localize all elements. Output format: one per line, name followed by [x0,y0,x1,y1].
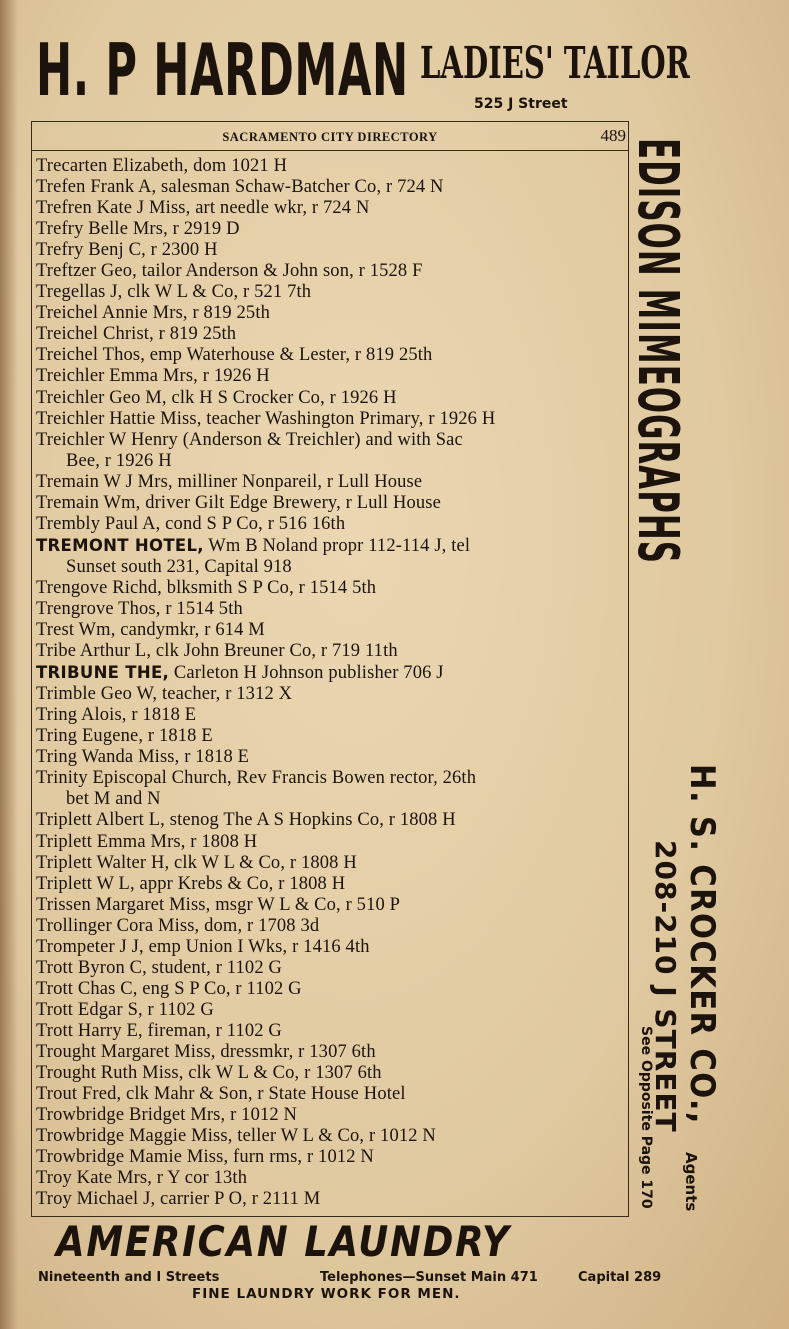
directory-entry [36,1126,626,1147]
entry-text: Trimble Geo W, teacher, r 1312 X [36,684,293,705]
directory-entry [36,261,626,282]
entry-text: Tring Wanda Miss, r 1818 E [36,747,250,768]
advertiser-name: H. P HARDMAN [36,28,409,112]
entry-text: Treichler Emma Mrs, r 1926 H [36,366,270,387]
directory-entry [36,832,626,853]
running-head [32,122,628,151]
entry-text: Triplett Walter H, clk W L & Co, r 1808 H [36,852,357,873]
directory-entry [36,430,626,451]
directory-entry [36,1000,626,1021]
directory-entry [36,177,626,198]
directory-entry [36,198,626,219]
directory-entry [36,1063,626,1084]
entry-text: bet M and N [66,789,161,810]
entry-text: Troy Michael J, carrier P O, r 2111 M [36,1189,321,1210]
page-number: 489 [600,126,626,145]
top-advertisement [36,22,736,118]
directory-entry [36,1105,626,1126]
entry-text: Trefen Frank A, salesman Schaw-Batcher Co, r 724 N [36,177,444,198]
entry-continuation [36,557,626,578]
entry-text: Trott Harry E, fireman, r 1102 G [36,1020,282,1041]
directory-entry [36,620,626,641]
directory-entry [36,684,626,705]
directory-entry [36,979,626,1000]
directory-entry [36,514,626,535]
entry-text: Trecarten Elizabeth, dom 1021 H [36,156,288,176]
directory-entry [36,747,626,768]
entry-business-name: TREMONT HOTEL, [36,535,204,555]
entry-text: Bee, r 1926 H [66,450,172,471]
entry-text: Trott Chas C, eng S P Co, r 1102 G [36,978,302,999]
laundry-telephones: Telephones—Sunset Main 471 [320,1270,538,1285]
entry-text: Trengrove Thos, r 1514 5th [36,598,243,619]
directory-entry [36,662,626,684]
directory-entry [36,1042,626,1063]
entry-text: Trott Byron C, student, r 1102 G [36,957,283,978]
directory-entry [36,240,626,261]
directory-entry [36,535,626,557]
entry-text: Triplett Albert L, stenog The A S Hopkins Co, r 1808 H [36,810,456,831]
entry-text: Treichel Christ, r 819 25th [36,324,237,345]
directory-entry [36,324,626,345]
directory-entry [36,472,626,493]
laundry-capital: Capital 289 [578,1270,662,1285]
entry-continuation [36,789,626,810]
directory-entry [36,599,626,620]
entry-text: Trought Margaret Miss, dressmkr, r 1307 6th [36,1041,376,1062]
entry-text: Triplett W L, appr Krebs & Co, r 1808 H [36,873,346,894]
entry-text: Trinity Episcopal Church, Rev Francis Bowen rector, 26th [36,768,477,789]
directory-entry [36,345,626,366]
entry-text: Trefry Belle Mrs, r 2919 D [36,219,240,240]
entry-continuation [36,451,626,472]
directory-entry [36,705,626,726]
entry-text: Trest Wm, candymkr, r 614 M [36,620,265,641]
crocker-ad-name: H. S. CROCKER CO., [682,764,722,1125]
directory-entry [36,1147,626,1168]
entry-text: Tremain W J Mrs, milliner Nonpareil, r Lull House [36,471,423,492]
directory-entry [36,937,626,958]
directory-entry [36,916,626,937]
entry-text: Trowbridge Mamie Miss, furn rms, r 1012 N [36,1147,374,1168]
directory-entry [36,219,626,240]
crocker-agents-label: Agents [682,1152,700,1212]
entry-text: Trefry Benj C, r 2300 H [36,240,218,261]
edison-mimeographs-ad [626,138,688,913]
entry-text: Treichler Geo M, clk H S Crocker Co, r 1926 H [36,387,397,408]
directory-entry [36,768,626,789]
entry-list [36,156,626,1210]
directory-entry [36,282,626,303]
directory-entry [36,409,626,430]
directory-entry [36,1168,626,1189]
directory-entry [36,1189,626,1210]
directory-entry [36,493,626,514]
directory-entry [36,895,626,916]
entry-text: Tring Eugene, r 1818 E [36,726,213,747]
binding-shadow [0,0,18,1329]
advertiser-address: 525 J Street [474,96,568,112]
advertiser-trade: LADIES' TAILOR [420,38,690,89]
entry-text: Trought Ruth Miss, clk W L & Co, r 1307 6th [36,1063,382,1084]
directory-entry [36,578,626,599]
directory-entry [36,156,626,177]
entry-text: Trout Fred, clk Mahr & Son, r State House Hotel [36,1084,406,1105]
entry-text: Treichler Hattie Miss, teacher Washington Primary, r 1926 H [36,408,496,429]
directory-entry [36,641,626,662]
laundry-location: Nineteenth and I Streets [38,1270,220,1285]
laundry-ad-name: AMERICAN LAUNDRY [56,1217,511,1266]
directory-entry [36,853,626,874]
directory-entry [36,810,626,831]
entry-text: Trollinger Cora Miss, dom, r 1708 3d [36,915,320,936]
entry-text: Carleton H Johnson publisher 706 J [169,663,444,684]
crocker-ad-reference: See Opposite Page 170 [638,1026,654,1209]
entry-text: Treichel Thos, emp Waterhouse & Lester, r 819 25th [36,345,433,366]
entry-text: Trompeter J J, emp Union I Wks, r 1416 4th [36,936,370,957]
directory-entry [36,958,626,979]
crocker-ad-address: 208-210 J STREET [649,840,682,1133]
entry-text: Trowbridge Maggie Miss, teller W L & Co, r 1012 N [36,1126,436,1147]
entry-text: Treftzer Geo, tailor Anderson & John son, r 1528 F [36,261,423,282]
directory-entry [36,726,626,747]
directory-entry [36,366,626,387]
entry-text: Trowbridge Bridget Mrs, r 1012 N [36,1105,298,1126]
entry-text: Sunset south 231, Capital 918 [66,556,292,577]
directory-listing [31,121,629,1217]
directory-entry [36,1021,626,1042]
entry-text: Troy Kate Mrs, r Y cor 13th [36,1168,248,1189]
entry-text: Treichler W Henry (Anderson & Treichler) and with Sac [36,429,463,450]
directory-entry [36,388,626,409]
entry-text: Trott Edgar S, r 1102 G [36,999,214,1020]
laundry-slogan: FINE LAUNDRY WORK FOR MEN. [192,1286,461,1302]
entry-text: Tring Alois, r 1818 E [36,705,197,726]
entry-business-name: TRIBUNE THE, [36,663,170,683]
entry-text: Tribe Arthur L, clk John Breuner Co, r 719 11th [36,641,398,662]
entry-text: Tremain Wm, driver Gilt Edge Brewery, r Lull House [36,492,441,513]
crocker-ad [684,764,720,1165]
entry-text: Wm B Noland propr 112-114 J, tel [203,535,471,556]
entry-text: Treichel Annie Mrs, r 819 25th [36,303,271,324]
directory-entry [36,874,626,895]
edison-ad-text: EDISON MIMEOGRAPHS [625,138,690,565]
entry-text: Trissen Margaret Miss, msgr W L & Co, r 510 P [36,894,401,915]
entry-text: Trembly Paul A, cond S P Co, r 516 16th [36,513,346,534]
entry-text: Trefren Kate J Miss, art needle wkr, r 724 N [36,198,370,219]
entry-text: Tregellas J, clk W L & Co, r 521 7th [36,282,312,303]
entry-text: Trengove Richd, blksmith S P Co, r 1514 5th [36,577,377,598]
directory-title: SACRAMENTO CITY DIRECTORY [222,130,438,144]
directory-entry [36,303,626,324]
entry-text: Triplett Emma Mrs, r 1808 H [36,831,258,852]
directory-entry [36,1084,626,1105]
